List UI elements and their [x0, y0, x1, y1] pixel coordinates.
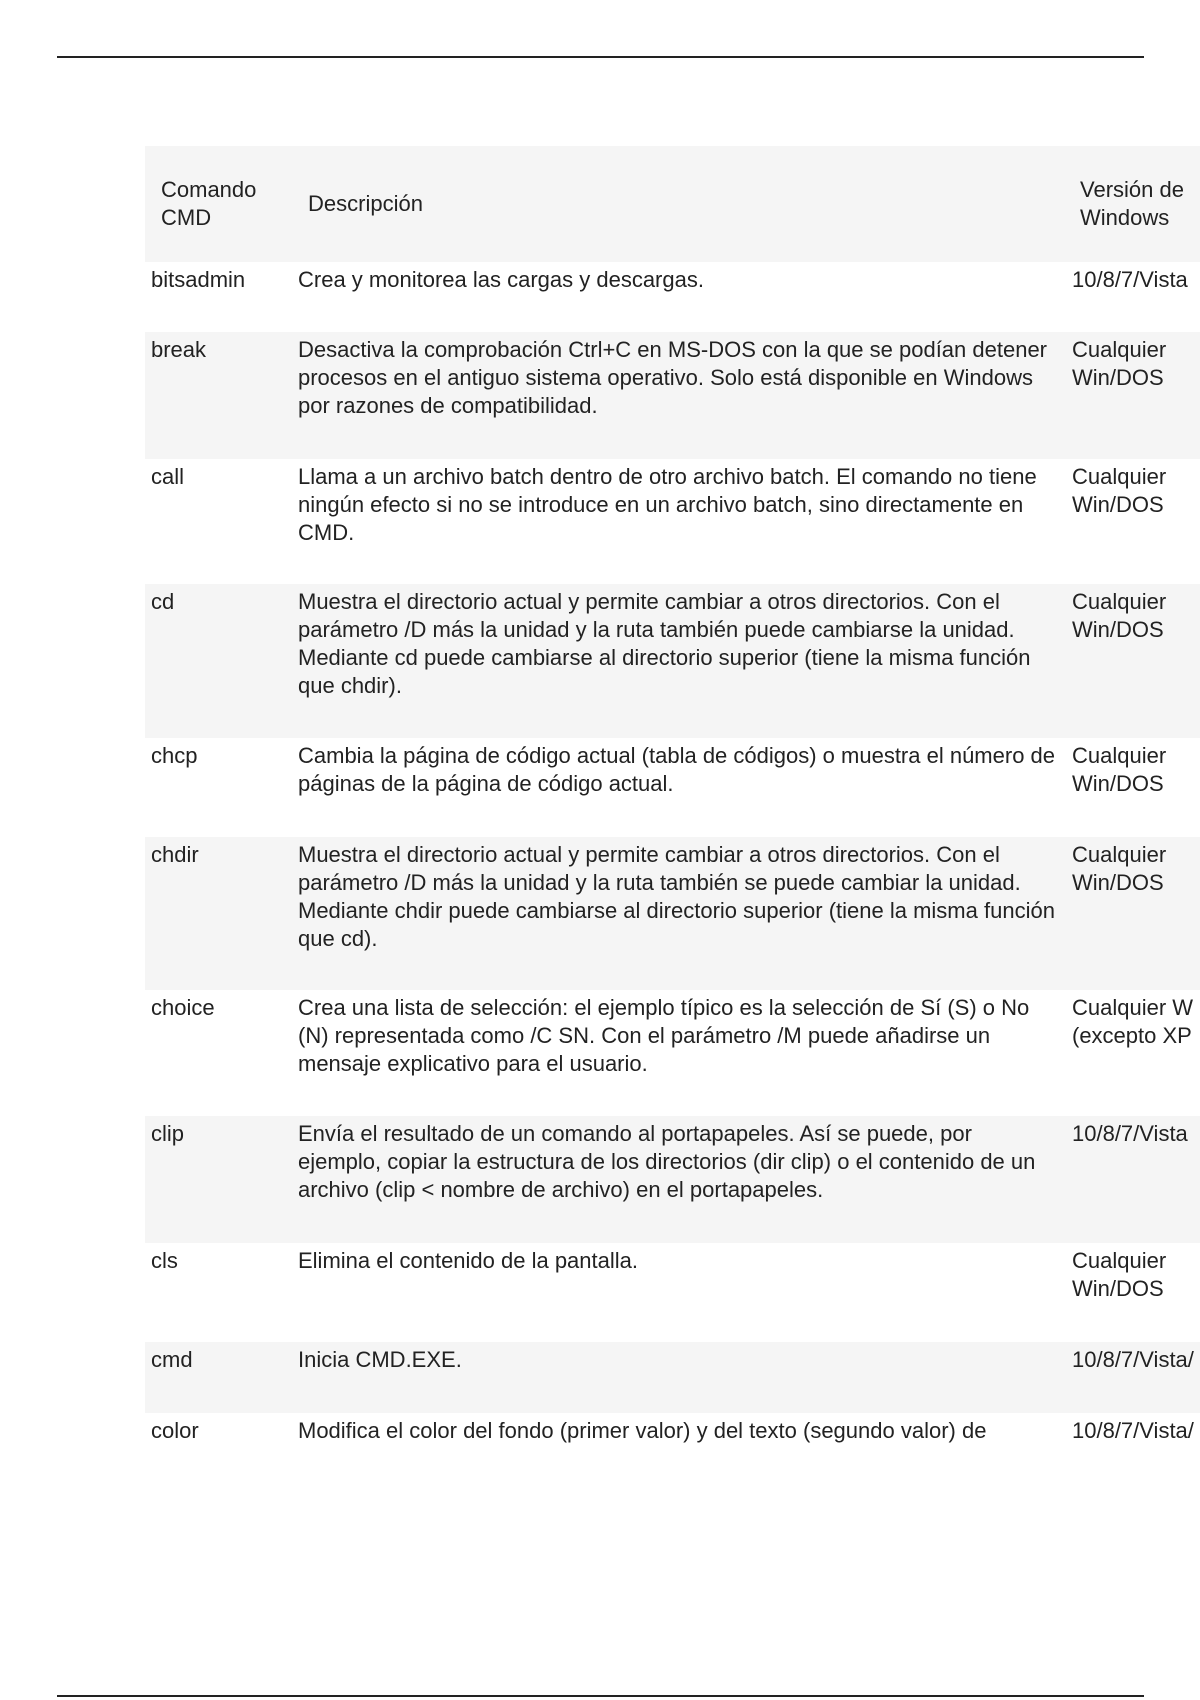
description-cell: Muestra el directorio actual y permite cambiar a otros directorios. Con el parámetro /D más la unidad y la ruta también se puede cambiar la unidad. Mediante chdir puede cambiarse al directorio superior (tiene la misma función que cd). — [298, 842, 1055, 951]
command-cell: color — [151, 1418, 199, 1443]
description-cell: Crea y monitorea las cargas y descargas. — [298, 267, 704, 292]
command-cell: cmd — [151, 1347, 193, 1372]
version-cell: Cualquier Win/DOS — [1072, 337, 1167, 390]
version-cell: Cualquier W (excepto XP — [1072, 995, 1194, 1048]
table-row — [145, 459, 1200, 584]
header-command: Comando CMD — [161, 177, 257, 230]
table-row — [145, 1413, 1200, 1477]
bottom-rule — [57, 1695, 1144, 1697]
description-cell: Desactiva la comprobación Ctrl+C en MS-DOS con la que se podían detener procesos en el antiguo sistema operativo. Solo está disponible en Windows por razones de compatibilidad. — [298, 337, 1047, 418]
version-cell: Cualquier Win/DOS — [1072, 1248, 1167, 1301]
commands-table — [145, 146, 1200, 1477]
table-row — [145, 332, 1200, 459]
table-row — [145, 262, 1200, 332]
version-cell: Cualquier Win/DOS — [1072, 464, 1167, 517]
table-row — [145, 1116, 1200, 1243]
command-cell: cd — [151, 589, 175, 614]
version-cell: Cualquier Win/DOS — [1072, 743, 1167, 796]
version-cell: Cualquier Win/DOS — [1072, 589, 1167, 642]
description-cell: Llama a un archivo batch dentro de otro archivo batch. El comando no tiene ningún efecto si no se introduce en un archivo batch, sino directamente en CMD. — [298, 464, 1037, 545]
top-rule — [57, 56, 1144, 58]
table-row — [145, 738, 1200, 837]
table-row — [145, 990, 1200, 1116]
command-cell: clip — [151, 1121, 185, 1146]
description-cell: Inicia CMD.EXE. — [298, 1347, 462, 1372]
description-cell: Elimina el contenido de la pantalla. — [298, 1248, 639, 1273]
table-header-row — [145, 146, 1200, 262]
command-cell: break — [151, 337, 207, 362]
version-cell: 10/8/7/Vista — [1072, 267, 1188, 292]
commands-table-wrapper — [145, 146, 1200, 1477]
command-cell: cls — [151, 1248, 178, 1273]
command-cell: bitsadmin — [151, 267, 246, 292]
table-row — [145, 837, 1200, 990]
command-cell: chdir — [151, 842, 199, 867]
command-cell: choice — [151, 995, 215, 1020]
table-row — [145, 1243, 1200, 1342]
command-cell: chcp — [151, 743, 198, 768]
table-row — [145, 1342, 1200, 1413]
description-cell: Modifica el color del fondo (primer valor) y del texto (segundo valor) de — [298, 1418, 987, 1443]
header-description: Descripción — [308, 191, 423, 216]
version-cell: 10/8/7/Vista — [1072, 1121, 1188, 1146]
table-row — [145, 584, 1200, 738]
description-cell: Cambia la página de código actual (tabla de códigos) o muestra el número de páginas de la página de código actual. — [298, 743, 1056, 796]
description-cell: Envía el resultado de un comando al portapapeles. Así se puede, por ejemplo, copiar la estructura de los directorios (dir clip) o el contenido de un archivo (clip < nombre de archivo) en el portapapeles. — [298, 1121, 1036, 1202]
version-cell: Cualquier Win/DOS — [1072, 842, 1167, 895]
description-cell: Crea una lista de selección: el ejemplo típico es la selección de Sí (S) o No (N) representada como /C SN. Con el parámetro /M puede añadirse un mensaje explicativo para el usuario. — [298, 995, 1030, 1076]
description-cell: Muestra el directorio actual y permite cambiar a otros directorios. Con el parámetro /D más la unidad y la ruta también puede cambiarse la unidad. Mediante cd puede cambiarse al directorio superior (tiene la misma función que chdir). — [298, 589, 1031, 698]
header-version: Versión de Windows — [1080, 177, 1184, 230]
version-cell: 10/8/7/Vista/ — [1072, 1347, 1194, 1372]
version-cell: 10/8/7/Vista/ — [1072, 1418, 1194, 1443]
command-cell: call — [151, 464, 185, 489]
